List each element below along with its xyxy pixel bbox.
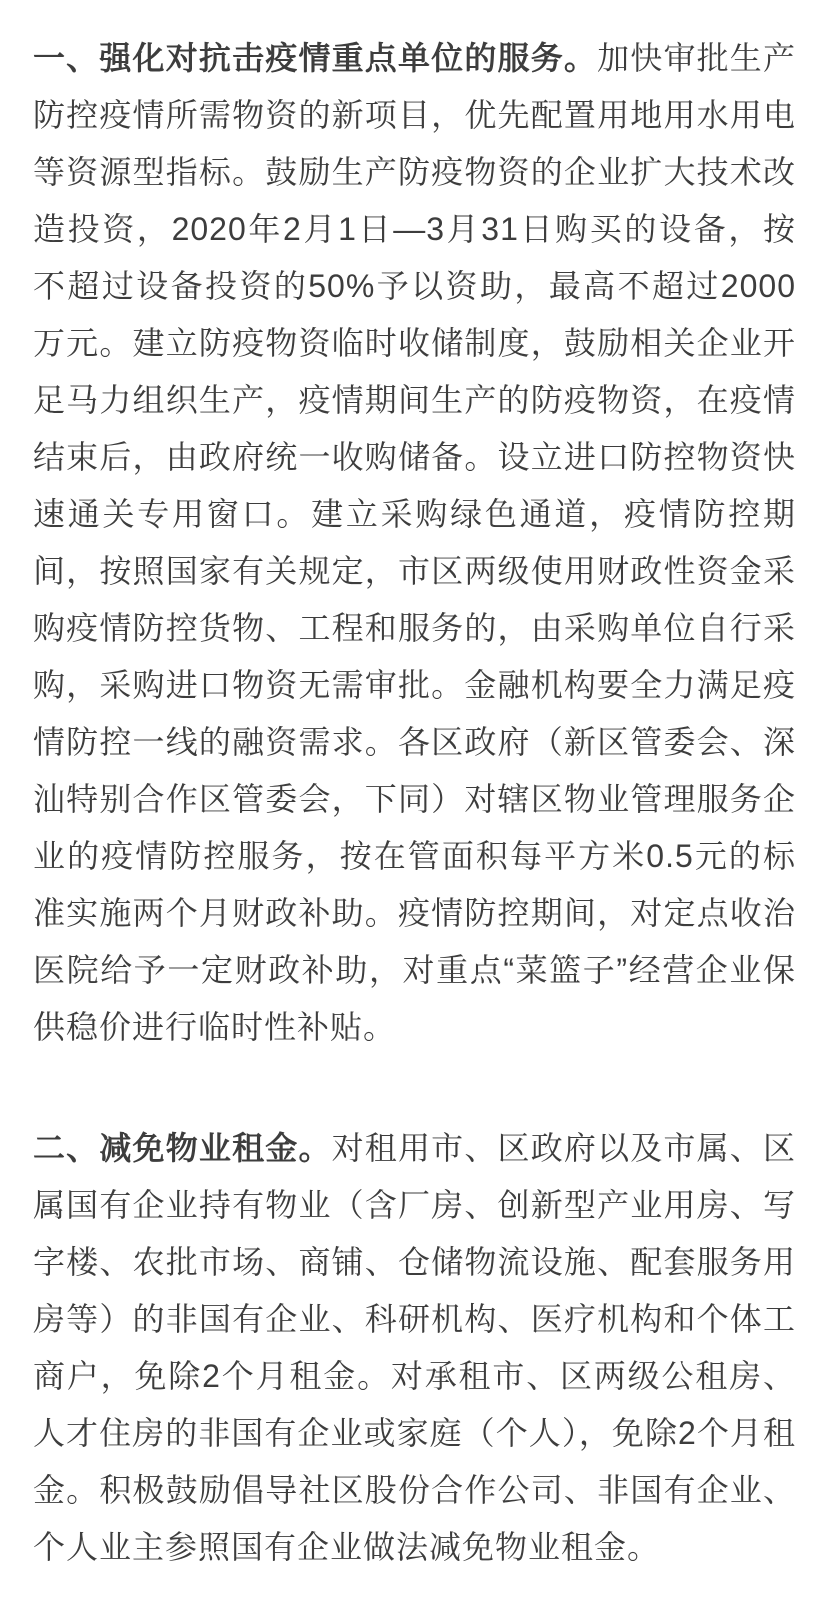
- paragraph-item-1: [33, 30, 796, 1056]
- paragraph-item-2: [33, 1120, 796, 1576]
- paragraph-2-lead: 二、减免物业租金。: [33, 1130, 332, 1166]
- paragraph-1-text: 加快审批生产防控疫情所需物资的新项目，优先配置用地用水用电等资源型指标。鼓励生产防疫物资的企业扩大技术改造投资，2020年2月1日—3月31日购买的设备，按不超过设备投资的50%予以资助，最高不超过2000万元。建立防疫物资临时收储制度，鼓励相关企业开足马力组织生产，疫情期间生产的防疫物资，在疫情结束后，由政府统一收购储备。设立进口防控物资快速通关专用窗口。建立采购绿色通道，疫情防控期间，按照国家有关规定，市区两级使用财政性资金采购疫情防控货物、工程和服务的，由采购单位自行采购，采购进口物资无需审批。金融机构要全力满足疫情防控一线的融资需求。各区政府（新区管委会、深汕特别合作区管委会，下同）对辖区物业管理服务企业的疫情防控服务，按在管面积每平方米0.5元的标准实施两个月财政补助。疫情防控期间，对定点收治医院给予一定财政补助，对重点“菜篮子”经营企业保供稳价进行临时性补贴。: [33, 40, 796, 1045]
- paragraph-1-lead: 一、强化对抗击疫情重点单位的服务。: [33, 40, 598, 76]
- paragraph-2-text: 对租用市、区政府以及市属、区属国有企业持有物业（含厂房、创新型产业用房、写字楼、农批市场、商铺、仓储物流设施、配套服务用房等）的非国有企业、科研机构、医疗机构和个体工商户，免除2个月租金。对承租市、区两级公租房、人才住房的非国有企业或家庭（个人），免除2个月租金。积极鼓励倡导社区股份合作公司、非国有企业、个人业主参照国有企业做法减免物业租金。: [33, 1130, 796, 1565]
